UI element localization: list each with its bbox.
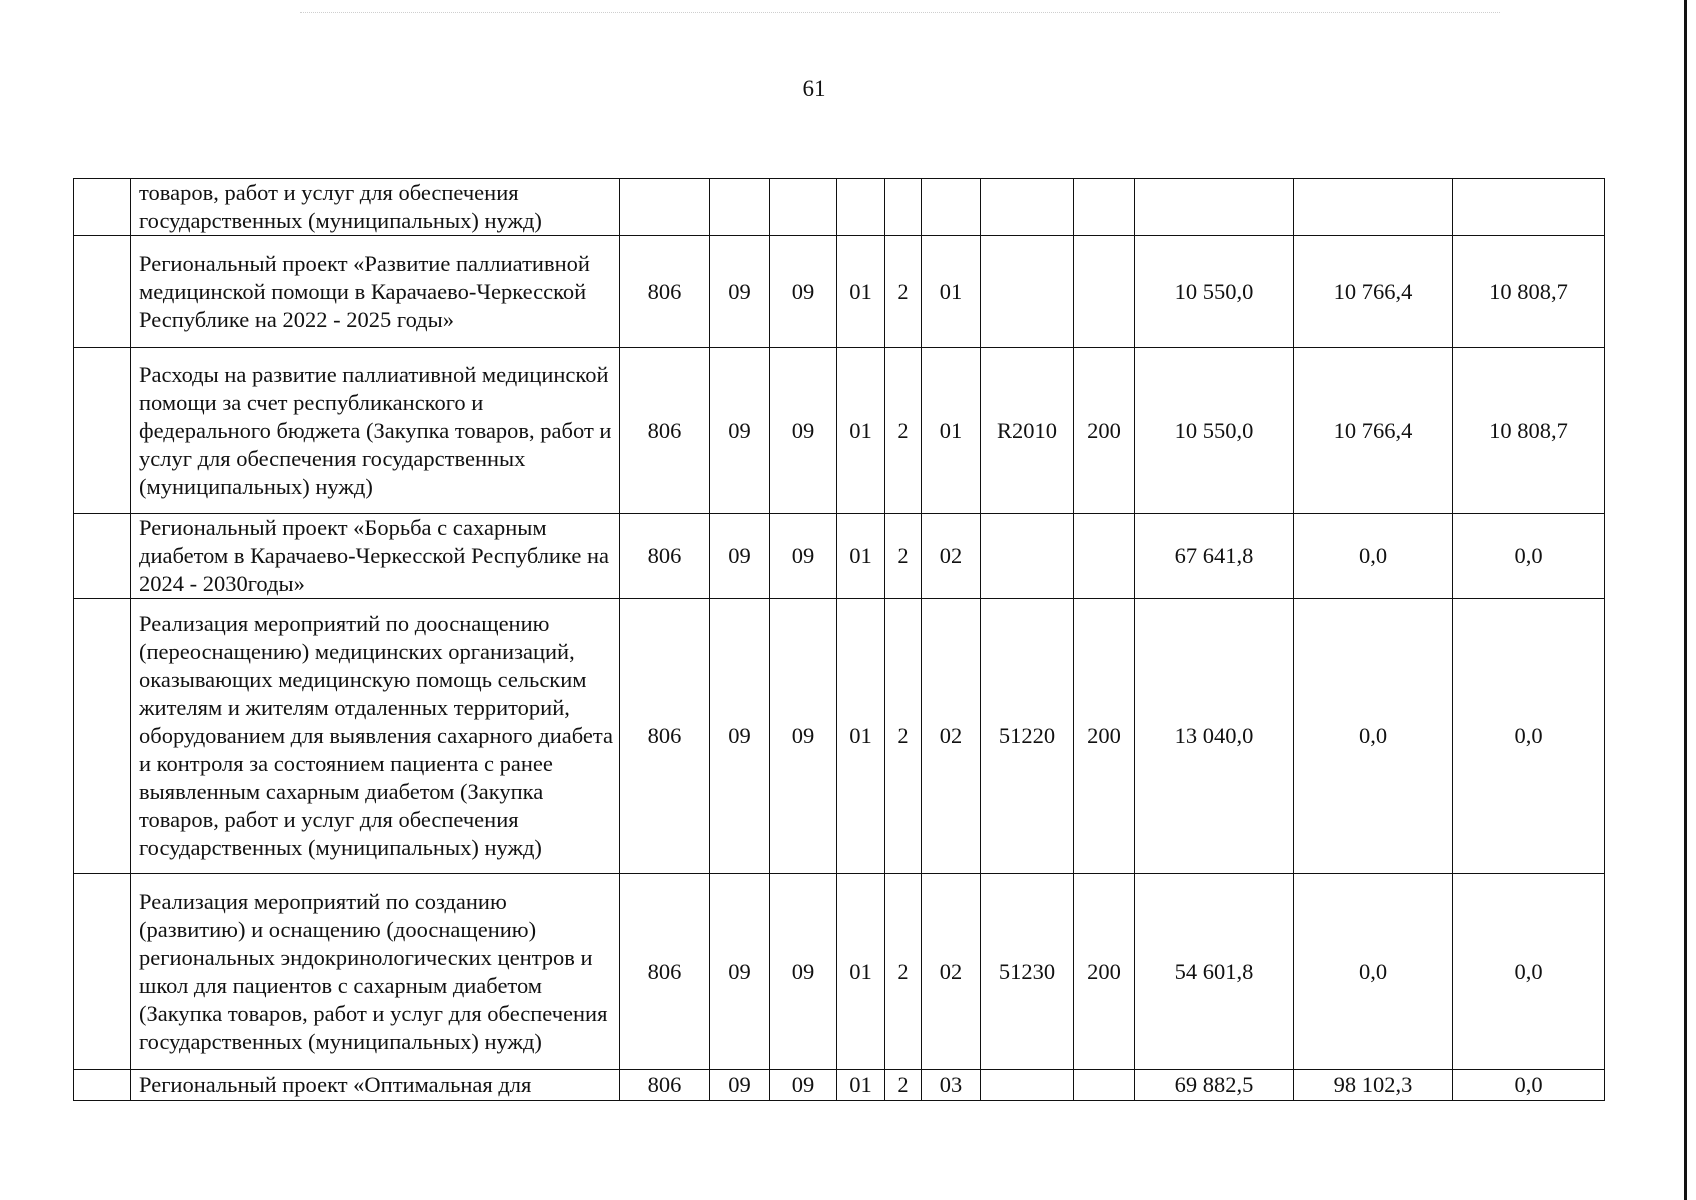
budget-table	[73, 178, 1605, 1101]
amount-year2-cell	[1294, 179, 1453, 236]
row-number-cell	[74, 1070, 131, 1101]
amount-year1-cell: 69 882,5	[1135, 1070, 1294, 1101]
amount-year2-cell: 0,0	[1294, 874, 1453, 1070]
section-code-cell: 09	[710, 599, 770, 874]
program-code-cell: 01	[837, 348, 885, 514]
program-code-cell: 01	[837, 1070, 885, 1101]
table-row	[74, 179, 1605, 236]
program-code-cell: 01	[837, 599, 885, 874]
amount-year1-cell: 13 040,0	[1135, 599, 1294, 874]
row-number-cell	[74, 599, 131, 874]
subprogram-code-cell: 2	[885, 874, 922, 1070]
amount-year2-cell: 0,0	[1294, 514, 1453, 599]
row-number-cell	[74, 348, 131, 514]
activity-code-cell: 03	[922, 1070, 981, 1101]
program-code-cell: 01	[837, 236, 885, 348]
activity-code-cell: 01	[922, 348, 981, 514]
amount-year1-cell	[1135, 179, 1294, 236]
expense-direction-cell: 51230	[981, 874, 1074, 1070]
grbs-code-cell: 806	[620, 1070, 710, 1101]
subsection-code-cell: 09	[770, 874, 837, 1070]
grbs-code-cell: 806	[620, 599, 710, 874]
activity-code-cell: 01	[922, 236, 981, 348]
description-cell: товаров, работ и услуг для обеспечения государственных (муниципальных) нужд)	[131, 179, 620, 236]
subprogram-code-cell: 2	[885, 599, 922, 874]
amount-year2-cell: 98 102,3	[1294, 1070, 1453, 1101]
amount-year1-cell: 54 601,8	[1135, 874, 1294, 1070]
grbs-code-cell: 806	[620, 514, 710, 599]
section-code-cell: 09	[710, 348, 770, 514]
expense-direction-cell	[981, 179, 1074, 236]
table-row	[74, 236, 1605, 348]
section-code-cell	[710, 179, 770, 236]
amount-year3-cell	[1453, 179, 1605, 236]
description-cell: Региональный проект «Борьба с сахарным диабетом в Карачаево-Черкесской Республике на 2024 - 2030годы»	[131, 514, 620, 599]
expense-type-cell	[1074, 514, 1135, 599]
table-row	[74, 599, 1605, 874]
table-row	[74, 514, 1605, 599]
subprogram-code-cell: 2	[885, 236, 922, 348]
description-cell: Региональный проект «Оптимальная для	[131, 1070, 620, 1101]
subsection-code-cell: 09	[770, 1070, 837, 1101]
amount-year1-cell: 67 641,8	[1135, 514, 1294, 599]
table-row	[74, 874, 1605, 1070]
program-code-cell: 01	[837, 514, 885, 599]
row-number-cell	[74, 236, 131, 348]
description-cell: Региональный проект «Развитие паллиативной медицинской помощи в Карачаево-Черкесской Республике на 2022 - 2025 годы»	[131, 236, 620, 348]
amount-year2-cell: 0,0	[1294, 599, 1453, 874]
program-code-cell: 01	[837, 874, 885, 1070]
description-cell: Реализация мероприятий по созданию (развитию) и оснащению (дооснащению) региональных эндокринологических центров и школ для пациентов с сахарным диабетом (Закупка товаров, работ и услуг для обеспечения государственных (муниципальных) нужд)	[131, 874, 620, 1070]
grbs-code-cell	[620, 179, 710, 236]
table-body	[74, 179, 1605, 1101]
expense-direction-cell: 51220	[981, 599, 1074, 874]
table-row	[74, 348, 1605, 514]
expense-direction-cell	[981, 1070, 1074, 1101]
section-code-cell: 09	[710, 514, 770, 599]
amount-year3-cell: 0,0	[1453, 1070, 1605, 1101]
expense-type-cell: 200	[1074, 599, 1135, 874]
expense-direction-cell: R2010	[981, 348, 1074, 514]
expense-type-cell: 200	[1074, 348, 1135, 514]
section-code-cell: 09	[710, 1070, 770, 1101]
program-code-cell	[837, 179, 885, 236]
page-number: 61	[802, 76, 826, 101]
amount-year1-cell: 10 550,0	[1135, 236, 1294, 348]
subsection-code-cell: 09	[770, 348, 837, 514]
grbs-code-cell: 806	[620, 236, 710, 348]
subprogram-code-cell: 2	[885, 1070, 922, 1101]
subsection-code-cell	[770, 179, 837, 236]
table-row	[74, 1070, 1605, 1101]
amount-year1-cell: 10 550,0	[1135, 348, 1294, 514]
subsection-code-cell: 09	[770, 514, 837, 599]
section-code-cell: 09	[710, 874, 770, 1070]
expense-type-cell	[1074, 236, 1135, 348]
subprogram-code-cell: 2	[885, 514, 922, 599]
subsection-code-cell: 09	[770, 599, 837, 874]
expense-type-cell	[1074, 1070, 1135, 1101]
amount-year2-cell: 10 766,4	[1294, 236, 1453, 348]
amount-year3-cell: 0,0	[1453, 599, 1605, 874]
subprogram-code-cell: 2	[885, 348, 922, 514]
activity-code-cell: 02	[922, 514, 981, 599]
scan-artifact	[300, 12, 1500, 14]
subsection-code-cell: 09	[770, 236, 837, 348]
row-number-cell	[74, 179, 131, 236]
amount-year3-cell: 0,0	[1453, 514, 1605, 599]
expense-type-cell: 200	[1074, 874, 1135, 1070]
subprogram-code-cell	[885, 179, 922, 236]
expense-type-cell	[1074, 179, 1135, 236]
amount-year2-cell: 10 766,4	[1294, 348, 1453, 514]
scan-edge-line	[1684, 0, 1687, 1200]
activity-code-cell	[922, 179, 981, 236]
expense-direction-cell	[981, 514, 1074, 599]
activity-code-cell: 02	[922, 599, 981, 874]
row-number-cell	[74, 874, 131, 1070]
grbs-code-cell: 806	[620, 874, 710, 1070]
amount-year3-cell: 10 808,7	[1453, 348, 1605, 514]
grbs-code-cell: 806	[620, 348, 710, 514]
description-cell: Расходы на развитие паллиативной медицинской помощи за счет республиканского и федерального бюджета (Закупка товаров, работ и услуг для обеспечения государственных (муниципальных) нужд)	[131, 348, 620, 514]
row-number-cell	[74, 514, 131, 599]
expense-direction-cell	[981, 236, 1074, 348]
activity-code-cell: 02	[922, 874, 981, 1070]
amount-year3-cell: 0,0	[1453, 874, 1605, 1070]
amount-year3-cell: 10 808,7	[1453, 236, 1605, 348]
description-cell: Реализация мероприятий по дооснащению (переоснащению) медицинских организаций, оказывающих медицинскую помощь сельским жителям и жителям отдаленных территорий, оборудованием для выявления сахарного диабета и контроля за состоянием пациента с ранее выявленным сахарным диабетом (Закупка товаров, работ и услуг для обеспечения государственных (муниципальных) нужд)	[131, 599, 620, 874]
section-code-cell: 09	[710, 236, 770, 348]
